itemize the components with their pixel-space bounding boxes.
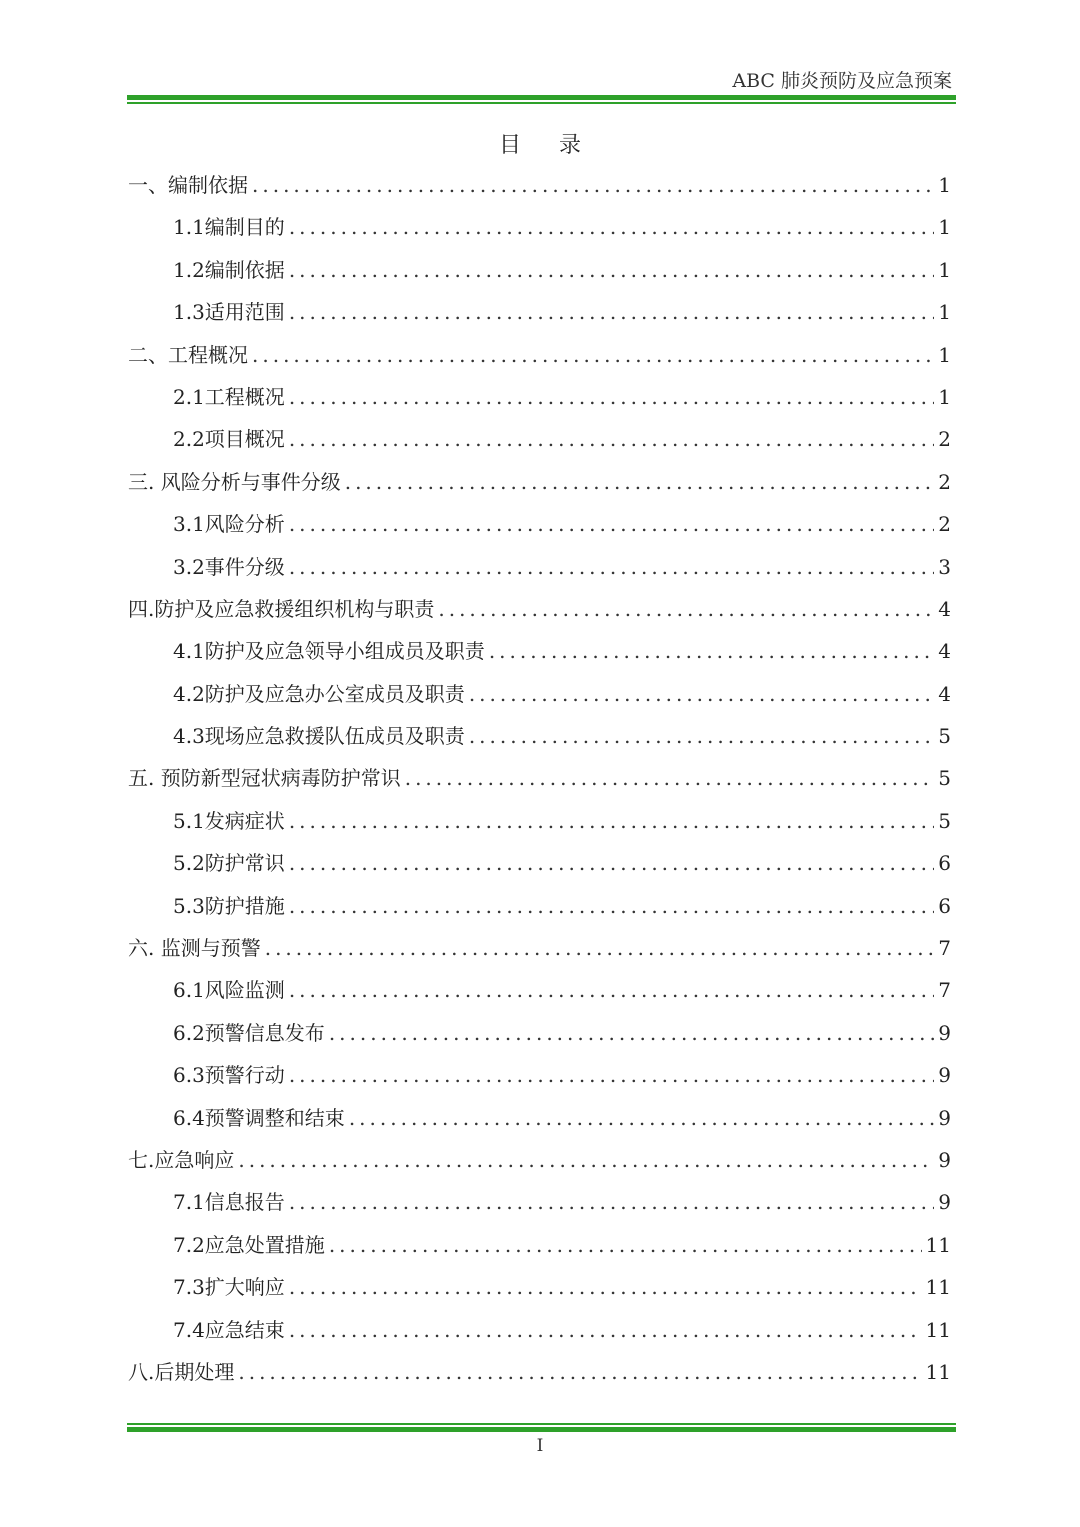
toc-leader-dots <box>289 1054 934 1096</box>
toc-entry-label: 五. 预防新型冠状病毒防护常识 <box>128 766 401 791</box>
toc-entry[interactable] <box>128 546 951 588</box>
toc-entry[interactable] <box>128 249 951 291</box>
toc-leader-dots <box>289 376 934 418</box>
toc-entry[interactable] <box>128 885 951 927</box>
toc-entry-page: 5 <box>938 766 951 791</box>
toc-leader-dots <box>489 630 934 672</box>
toc-entry[interactable] <box>128 1351 951 1393</box>
toc-leader-dots <box>289 800 934 842</box>
toc-entry-label: 7.4应急结束 <box>173 1317 285 1342</box>
toc-leader-dots <box>252 164 934 206</box>
toc-entry-label: 7.3扩大响应 <box>173 1275 285 1300</box>
toc-entry-page: 2 <box>938 427 951 452</box>
toc-leader-dots <box>329 1012 934 1054</box>
toc-leader-dots <box>289 842 934 884</box>
toc-entry-label: 1.3适用范围 <box>173 300 285 325</box>
toc-leader-dots <box>345 461 935 503</box>
toc-leader-dots <box>289 969 934 1011</box>
toc-entry-label: 八.后期处理 <box>128 1359 235 1384</box>
toc-entry[interactable] <box>128 757 951 799</box>
toc-leader-dots <box>265 927 935 969</box>
toc-leader-dots <box>289 885 934 927</box>
toc-leader-dots <box>289 1181 934 1223</box>
toc-entry-page: 11 <box>925 1317 951 1342</box>
toc-entry-label: 四.防护及应急救援组织机构与职责 <box>128 596 435 621</box>
toc-entry-label: 2.2项目概况 <box>173 427 285 452</box>
toc-leader-dots <box>289 546 934 588</box>
toc-entry[interactable] <box>128 969 951 1011</box>
page-number: I <box>536 1436 544 1456</box>
header-rule <box>127 95 956 104</box>
toc-leader-dots <box>238 1351 921 1393</box>
toc-entry[interactable] <box>128 588 951 630</box>
toc-entry-label: 3.2事件分级 <box>173 554 285 579</box>
toc-entry-label: 1.2编制依据 <box>173 257 285 282</box>
toc-entry-label: 二、工程概况 <box>128 342 248 367</box>
toc-entry-label: 三. 风险分析与事件分级 <box>128 469 341 494</box>
toc-entry-page: 7 <box>938 936 951 961</box>
toc-entry-label: 2.1工程概况 <box>173 384 285 409</box>
toc-entry[interactable] <box>128 1266 951 1308</box>
footer-rule <box>127 1423 956 1432</box>
toc-entry-page: 9 <box>938 1147 951 1172</box>
toc-entry[interactable] <box>128 1181 951 1223</box>
toc-entry[interactable] <box>128 1054 951 1096</box>
toc-title: 目录 <box>498 133 619 158</box>
toc-entry-page: 9 <box>938 1105 951 1130</box>
toc-entry-page: 7 <box>938 978 951 1003</box>
toc-leader-dots <box>289 291 934 333</box>
toc-entry[interactable] <box>128 334 951 376</box>
toc-entry[interactable] <box>128 1224 951 1266</box>
toc-leader-dots <box>289 503 934 545</box>
toc-leader-dots <box>289 1266 922 1308</box>
toc-entry-page: 11 <box>925 1275 951 1300</box>
toc-entry-label: 6.2预警信息发布 <box>173 1020 325 1045</box>
toc-entry-label: 5.1发病症状 <box>173 808 285 833</box>
toc-entry-page: 9 <box>938 1063 951 1088</box>
toc-entry[interactable] <box>128 1012 951 1054</box>
toc-entry-page: 4 <box>938 596 951 621</box>
toc-leader-dots <box>289 1309 922 1351</box>
toc-entry-label: 4.1防护及应急领导小组成员及职责 <box>173 639 485 664</box>
toc-entry-page: 6 <box>938 893 951 918</box>
toc-entry-page: 1 <box>938 215 951 240</box>
toc-entry-label: 3.1风险分析 <box>173 512 285 537</box>
toc-entry[interactable] <box>128 291 951 333</box>
toc-entry-label: 六. 监测与预警 <box>128 936 261 961</box>
toc-entry[interactable] <box>128 673 951 715</box>
table-of-contents <box>128 164 951 1393</box>
toc-leader-dots <box>289 206 934 248</box>
toc-entry-page: 5 <box>938 808 951 833</box>
toc-entry-page: 11 <box>925 1232 951 1257</box>
toc-entry[interactable] <box>128 927 951 969</box>
toc-leader-dots <box>238 1139 934 1181</box>
toc-entry[interactable] <box>128 164 951 206</box>
toc-entry-page: 1 <box>938 342 951 367</box>
toc-entry-label: 4.2防护及应急办公室成员及职责 <box>173 681 465 706</box>
toc-leader-dots <box>289 418 934 460</box>
toc-entry[interactable] <box>128 1139 951 1181</box>
toc-entry[interactable] <box>128 418 951 460</box>
toc-entry-page: 5 <box>938 724 951 749</box>
toc-leader-dots <box>469 673 934 715</box>
toc-entry-page: 9 <box>938 1020 951 1045</box>
toc-entry-label: 6.4预警调整和结束 <box>173 1105 345 1130</box>
toc-entry[interactable] <box>128 630 951 672</box>
toc-entry-label: 7.1信息报告 <box>173 1190 285 1215</box>
toc-entry-label: 5.2防护常识 <box>173 851 285 876</box>
toc-entry-page: 1 <box>938 300 951 325</box>
toc-entry-page: 1 <box>938 384 951 409</box>
toc-entry[interactable] <box>128 1309 951 1351</box>
toc-entry-page: 1 <box>938 257 951 282</box>
toc-entry-label: 1.1编制目的 <box>173 215 285 240</box>
document-header-title: ABC 肺炎预防及应急预案 <box>732 70 952 92</box>
toc-entry-page: 3 <box>938 554 951 579</box>
toc-leader-dots <box>438 588 934 630</box>
toc-entry-label: 6.3预警行动 <box>173 1063 285 1088</box>
toc-entry[interactable] <box>128 376 951 418</box>
toc-entry-page: 11 <box>925 1359 951 1384</box>
toc-leader-dots <box>405 757 935 799</box>
toc-entry[interactable] <box>128 715 951 757</box>
toc-leader-dots <box>349 1097 934 1139</box>
toc-entry-page: 9 <box>938 1190 951 1215</box>
toc-entry-label: 一、编制依据 <box>128 173 248 197</box>
toc-leader-dots <box>329 1224 922 1266</box>
toc-entry[interactable] <box>128 206 951 248</box>
toc-entry-page: 4 <box>938 681 951 706</box>
toc-entry-page: 2 <box>938 512 951 537</box>
toc-entry-label: 7.2应急处置措施 <box>173 1232 325 1257</box>
toc-leader-dots <box>469 715 934 757</box>
toc-entry-page: 4 <box>938 639 951 664</box>
toc-entry-label: 4.3现场应急救援队伍成员及职责 <box>173 724 465 749</box>
toc-entry-label: 5.3防护措施 <box>173 893 285 918</box>
toc-entry[interactable] <box>128 800 951 842</box>
toc-entry-page: 6 <box>938 851 951 876</box>
toc-entry-label: 七.应急响应 <box>128 1147 235 1172</box>
toc-entry[interactable] <box>128 503 951 545</box>
toc-entry-page: 2 <box>938 469 951 494</box>
toc-entry-label: 6.1风险监测 <box>173 978 285 1003</box>
toc-entry[interactable] <box>128 1097 951 1139</box>
toc-leader-dots <box>289 249 934 291</box>
toc-entry-page: 1 <box>938 173 951 197</box>
toc-leader-dots <box>252 334 934 376</box>
toc-entry[interactable] <box>128 842 951 884</box>
toc-entry[interactable] <box>128 461 951 503</box>
